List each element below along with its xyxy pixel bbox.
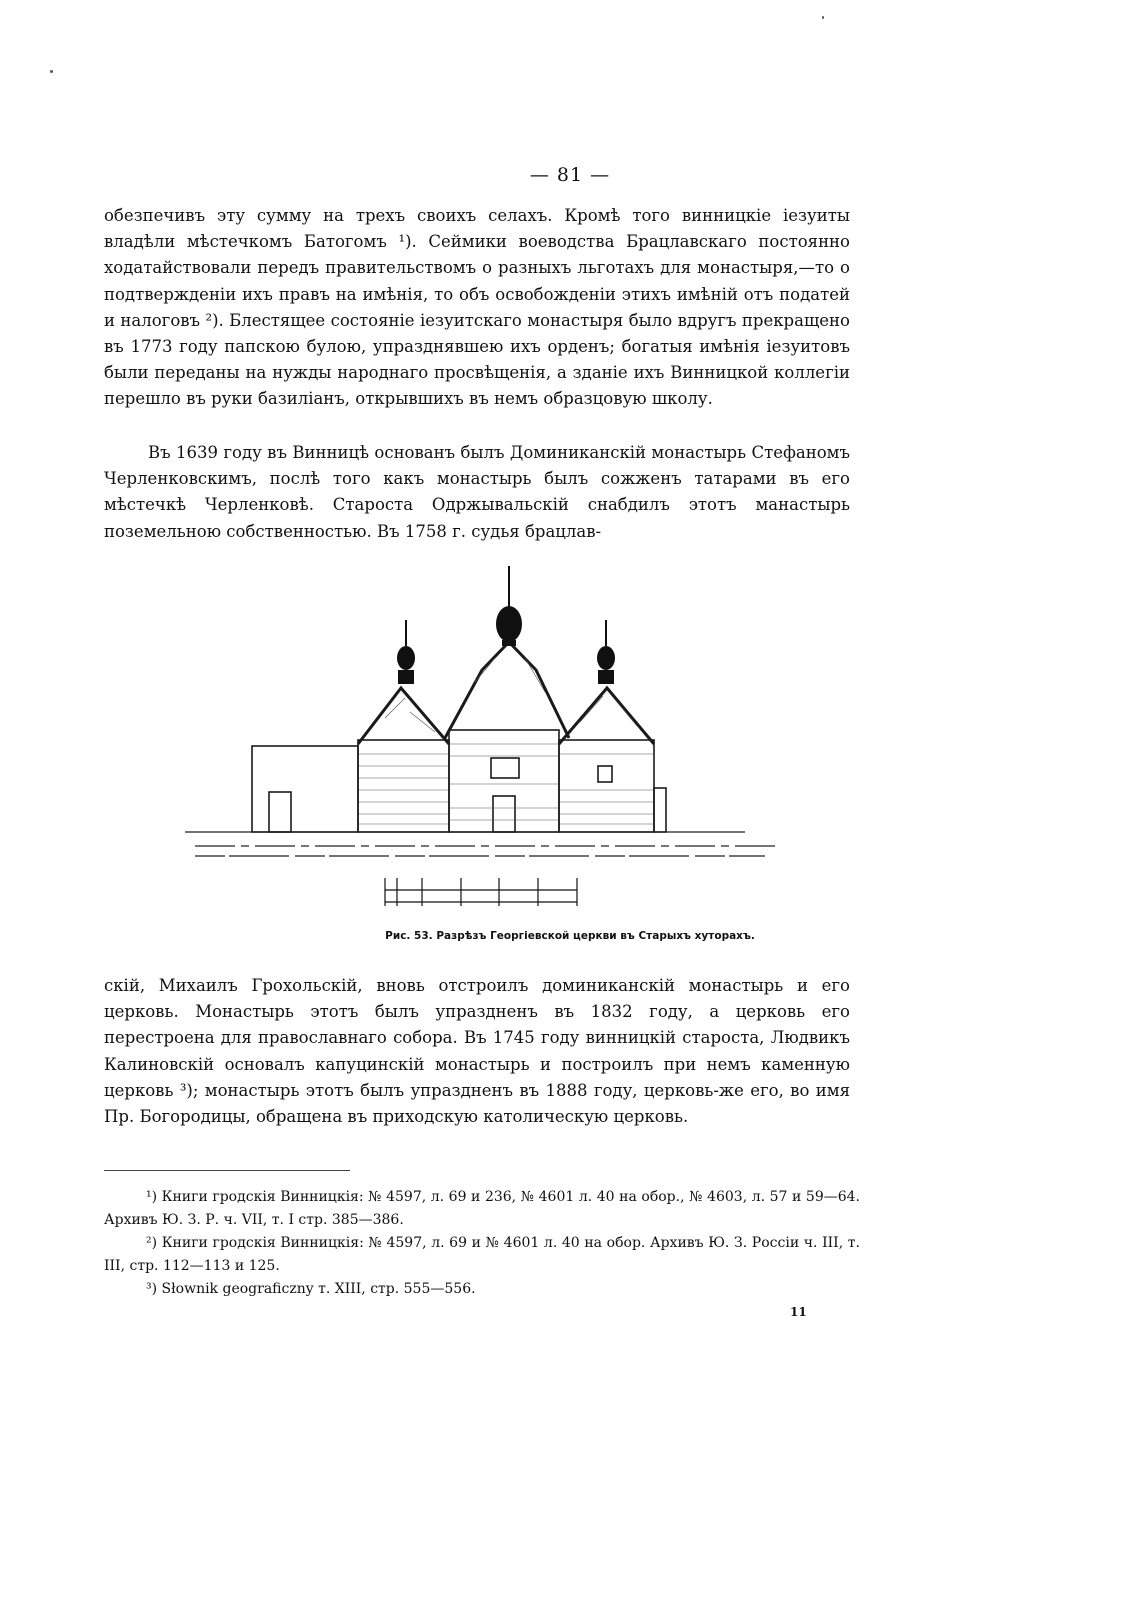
scan-speck [50,70,53,73]
footnote-1: ¹) Книги гродскія Винницкія: № 4597, л. 69 и 236, № 4601 л. 40 на обор., № 4603, л. 57 и 59—64. Архивъ Ю. З. Р. ч. VII, т. I стр. 385—386. [104,1189,860,1228]
footnote-3: ³) Słownik geograficzny т. XIII, стр. 555—556. [146,1281,476,1297]
annex-wall [252,746,358,832]
central-dome [496,606,522,642]
page-number: — 81 — [529,164,611,186]
central-door [493,796,515,832]
right-porch [654,788,666,832]
paragraph-jesuits: обезпечивъ эту сумму на трехъ своихъ селахъ. Кромѣ того винницкіе іезуиты владѣли мѣстечкомъ Батогомъ ¹). Сеймики воеводства Брацлавскаго постоянно ходатайствовали передъ правительствомъ о разныхъ льготахъ для монастыря,—то о подтвержденіи ихъ правъ на имѣнія, то объ освобожденіи этихъ имѣній отъ податей и налоговъ ²). Блестящее состояніе іезуитскаго монастыря было вдругъ прекращено въ 1773 году папскою булою, упразднявшею ихъ орденъ; богатыя имѣнія іезуитовъ были переданы на нужды народнаго просвѣщенія, а зданіе ихъ Винницкой коллегіи перешло въ руки базиліанъ, открывшихъ въ немъ образцовую школу. [104,206,850,409]
scan-speck [822,16,824,19]
central-nave-wall [449,730,559,832]
right-window [598,766,612,782]
annex-door [269,792,291,832]
paragraph-capuchin: скій, Михаилъ Грохольскій, вновь отстроилъ доминиканскій монастырь и его церковь. Монастырь этотъ былъ упраздненъ въ 1832 году, а церковь его перестроена для православнаго собора. Въ 1745 году винницкій староста, Людвикъ Калиновскій основалъ капуцинскій монастырь и построилъ при немъ каменную церковь ³); монастырь этотъ былъ упраздненъ въ 1888 году, церковь-же его, во имя Пр. Богородицы, обращена въ приходскую католическую церковь. [104,976,850,1127]
signature-mark: 11 [790,1305,807,1319]
footnotes [104,1186,860,1301]
left-dome [397,646,415,670]
scale-bar [385,878,577,906]
church-section-drawing [185,562,785,922]
figure-caption: Рис. 53. Разрѣзъ Георгіевской церкви въ Старыхъ хуторахъ. [385,930,755,942]
right-roof [559,688,654,744]
left-roof [358,688,449,744]
footnote-2: ²) Книги гродскія Винницкія: № 4597, л. 69 и № 4601 л. 40 на обор. Архивъ Ю. З. Россіи ч. III, т. III, стр. 112—113 и 125. [104,1235,860,1274]
footnote-divider [104,1170,350,1171]
right-dome [597,646,615,670]
central-window [491,758,519,778]
central-roof [445,642,569,738]
paragraph-dominican: Въ 1639 году въ Винницѣ основанъ былъ Доминиканскій монастырь Стефаномъ Черленковскимъ, послѣ того какъ монастырь былъ сожженъ татарами въ его мѣстечкѣ Черленковѣ. Староста Одржывальскій снабдилъ этотъ манастырь поземельною собственностью. Въ 1758 г. судья брацлав- [104,443,850,541]
